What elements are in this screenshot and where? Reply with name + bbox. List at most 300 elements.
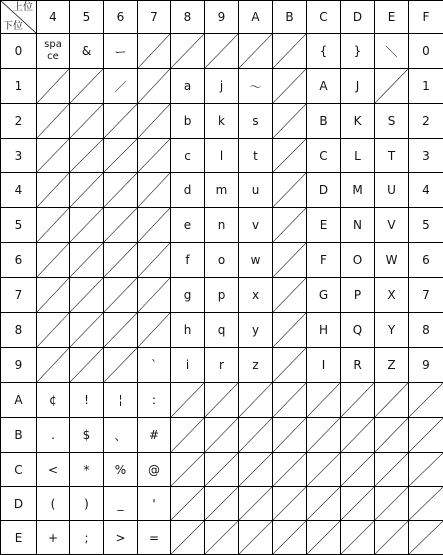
character-cell [104,418,138,453]
character-glyph: * [84,463,90,477]
diagonal-slash-line [239,383,272,417]
column-header: C [307,1,341,34]
character-cell [341,348,375,383]
character-glyph: y [252,323,259,337]
character-cell [205,313,239,348]
diagonal-slash-line [138,208,170,242]
unassigned-cell [273,69,307,104]
character-cell [37,487,70,521]
unassigned-cell [273,313,307,348]
column-header: F [409,1,443,34]
unassigned-cell [104,104,138,139]
unassigned-cell [239,453,273,487]
unassigned-cell [70,313,104,348]
character-glyph: 1 [422,79,430,93]
character-cell [307,173,341,208]
character-cell [171,104,205,139]
row-header: 7 [1,278,37,313]
unassigned-cell [37,173,70,208]
character-cell [104,34,138,69]
diagonal-slash-line [205,453,238,486]
character-glyph: } [354,44,362,58]
diagonal-slash-line [70,243,103,277]
unassigned-cell [307,383,341,418]
character-cell [70,418,104,453]
character-glyph: S [388,114,396,128]
diagonal-slash-line [273,243,306,277]
diagonal-slash-line [409,521,443,554]
unassigned-cell [70,139,104,173]
character-cell [205,104,239,139]
unassigned-cell [341,487,375,521]
row-header: 6 [1,243,37,278]
character-glyph: . [51,428,55,442]
table-row [1,487,443,521]
character-cell [104,487,138,521]
unassigned-cell [341,383,375,418]
diagonal-slash-line [273,278,306,312]
unassigned-cell [104,313,138,348]
row-header: 8 [1,313,37,348]
upper-digit-label: 上位 [13,2,33,13]
diagonal-slash-line [205,418,238,452]
table-row [1,243,443,278]
unassigned-cell [171,418,205,453]
unassigned-cell [171,521,205,555]
diagonal-slash-line [341,521,374,554]
row-header: A [1,383,37,418]
character-glyph: e [184,218,191,232]
diagonal-slash-line [104,313,137,347]
diagonal-slash-line [341,453,374,486]
character-cell [341,104,375,139]
character-cell [375,348,409,383]
character-glyph: : [152,393,156,407]
unassigned-cell [138,69,171,104]
unassigned-cell [171,487,205,521]
diagonal-slash-line [273,453,306,486]
character-glyph: D [319,183,328,197]
character-cell [307,139,341,173]
unassigned-cell [104,243,138,278]
unassigned-cell [239,418,273,453]
character-glyph: K [354,114,362,128]
character-cell [307,208,341,243]
character-glyph: h [184,323,192,337]
diagonal-slash-line [37,243,69,277]
diagonal-slash-line [70,139,103,172]
diagonal-slash-line [37,348,69,382]
table-row [1,278,443,313]
unassigned-cell [37,243,70,278]
diagonal-slash-line [375,69,408,103]
character-glyph: ＼ [385,45,397,59]
diagonal-slash-line [341,487,374,520]
character-glyph: k [218,114,225,128]
diagonal-slash-line [273,521,306,554]
table-row [1,383,443,418]
unassigned-cell [273,139,307,173]
character-glyph: U [387,183,396,197]
character-cell [409,173,443,208]
character-glyph: T [388,149,395,163]
unassigned-cell [273,348,307,383]
unassigned-cell [409,383,443,418]
character-cell [375,34,409,69]
diagonal-slash-line [138,69,170,103]
character-cell [375,139,409,173]
diagonal-slash-line [104,348,137,382]
diagonal-slash-line [171,418,204,452]
character-cell [409,104,443,139]
character-cell [171,278,205,313]
character-glyph: spa ce [37,39,69,63]
character-cell [375,313,409,348]
diagonal-slash-line [375,487,408,520]
unassigned-cell [37,69,70,104]
diagonal-slash-line [375,383,408,417]
character-glyph: q [218,323,226,337]
character-glyph: r [219,358,224,372]
unassigned-cell [171,453,205,487]
diagonal-slash-line [239,418,272,452]
character-cell [138,453,171,487]
character-cell [171,348,205,383]
character-cell [409,278,443,313]
diagonal-slash-line [273,348,306,382]
diagonal-slash-line [70,278,103,312]
character-glyph: _ [118,497,124,511]
table-row [1,173,443,208]
diagonal-slash-line [273,383,306,417]
character-cell [239,278,273,313]
diagonal-slash-line [37,173,69,207]
unassigned-cell [409,487,443,521]
diagonal-slash-line [205,521,238,554]
character-cell [37,34,70,69]
character-glyph: G [319,288,328,302]
character-glyph: ～ [249,80,261,94]
diagonal-slash-line [171,521,204,554]
diagonal-slash-line [239,521,272,554]
diagonal-slash-line [341,383,374,417]
character-glyph: P [354,288,361,302]
unassigned-cell [70,278,104,313]
character-cell [341,173,375,208]
table-row [1,418,443,453]
diagonal-slash-line [375,521,408,554]
character-cell [239,69,273,104]
diagonal-slash-line [171,383,204,417]
unassigned-cell [138,278,171,313]
character-glyph: H [319,323,328,337]
diagonal-slash-line [70,173,103,207]
character-glyph: x [252,288,259,302]
character-cell [375,278,409,313]
unassigned-cell [375,487,409,521]
character-glyph: ( [51,497,56,511]
diagonal-slash-line [70,104,103,138]
character-glyph: % [115,463,126,477]
character-cell [341,208,375,243]
diagonal-slash-line [307,487,340,520]
character-cell [409,313,443,348]
character-cell [375,173,409,208]
character-cell [70,453,104,487]
character-glyph: l [220,149,223,163]
character-cell [409,348,443,383]
diagonal-slash-line [375,418,408,452]
table-row [1,139,443,173]
unassigned-cell [70,104,104,139]
unassigned-cell [104,278,138,313]
character-glyph: + [48,531,58,545]
character-cell [375,104,409,139]
character-glyph: I [322,358,326,372]
diagonal-slash-line [171,487,204,520]
unassigned-cell [375,418,409,453]
character-glyph: ー [114,45,126,59]
character-cell [70,487,104,521]
character-cell [239,173,273,208]
unassigned-cell [205,383,239,418]
character-cell [341,243,375,278]
diagonal-slash-line [138,173,170,207]
character-cell [341,139,375,173]
unassigned-cell [273,208,307,243]
diagonal-slash-line [138,104,170,138]
character-cell [171,173,205,208]
diagonal-slash-line [239,453,272,486]
diagonal-slash-line [138,313,170,347]
table-row [1,521,443,555]
column-header: 6 [104,1,138,34]
row-header: B [1,418,37,453]
character-glyph: O [353,253,362,267]
character-cell [205,278,239,313]
column-header: 9 [205,1,239,34]
character-glyph: 7 [422,288,430,302]
character-cell [307,34,341,69]
character-cell [205,208,239,243]
character-glyph: t [253,149,258,163]
unassigned-cell [239,383,273,418]
table-row [1,104,443,139]
character-glyph: ¦ [118,393,122,407]
unassigned-cell [341,521,375,555]
character-cell [307,104,341,139]
unassigned-cell [37,104,70,139]
character-cell [341,69,375,104]
character-cell [205,139,239,173]
unassigned-cell [138,34,171,69]
character-cell [138,418,171,453]
unassigned-cell [273,173,307,208]
diagonal-slash-line [307,383,340,417]
character-cell [307,313,341,348]
unassigned-cell [37,139,70,173]
character-cell [104,521,138,555]
unassigned-cell [37,348,70,383]
character-cell [205,348,239,383]
unassigned-cell [409,418,443,453]
unassigned-cell [171,34,205,69]
unassigned-cell [70,173,104,208]
diagonal-slash-line [239,34,272,68]
diagonal-slash-line [37,313,69,347]
diagonal-slash-line [37,69,69,103]
character-glyph: ) [84,497,89,511]
unassigned-cell [375,453,409,487]
character-cell [70,521,104,555]
character-cell [104,69,138,104]
lower-digit-label: 下位 [3,21,23,32]
character-glyph: = [149,531,159,545]
character-glyph: 3 [422,149,430,163]
unassigned-cell [205,418,239,453]
table-row [1,34,443,69]
diagonal-slash-line [138,139,170,172]
diagonal-slash-line [273,34,306,68]
row-header: 3 [1,139,37,173]
diagonal-slash-line [37,139,69,172]
unassigned-cell [205,453,239,487]
corner-cell [1,1,37,34]
unassigned-cell [70,208,104,243]
row-header: 9 [1,348,37,383]
unassigned-cell [104,348,138,383]
column-header: E [375,1,409,34]
unassigned-cell [273,383,307,418]
unassigned-cell [138,173,171,208]
unassigned-cell [307,418,341,453]
unassigned-cell [341,453,375,487]
diagonal-slash-line [138,34,170,68]
unassigned-cell [375,521,409,555]
diagonal-slash-line [70,313,103,347]
character-glyph: M [352,183,362,197]
character-glyph: ; [84,531,88,545]
row-header: 5 [1,208,37,243]
unassigned-cell [138,313,171,348]
character-glyph: X [387,288,395,302]
diagonal-slash-line [375,453,408,486]
character-cell [205,173,239,208]
unassigned-cell [37,208,70,243]
character-glyph: R [353,358,361,372]
diagonal-slash-line [205,383,238,417]
unassigned-cell [307,453,341,487]
character-cell [138,521,171,555]
character-cell [239,243,273,278]
character-cell [409,69,443,104]
character-glyph: n [218,218,226,232]
diagonal-slash-line [104,139,137,172]
character-glyph: V [387,218,395,232]
character-cell [37,453,70,487]
character-glyph: @ [148,463,160,477]
character-glyph: L [354,149,361,163]
table-row [1,453,443,487]
diagonal-slash-line [273,418,306,452]
character-cell [307,69,341,104]
character-cell [307,348,341,383]
unassigned-cell [138,208,171,243]
character-cell [409,243,443,278]
diagonal-slash-line [409,453,443,486]
character-glyph: W [386,253,398,267]
character-glyph: { [320,44,328,58]
character-glyph: v [252,218,259,232]
column-header: 5 [70,1,104,34]
unassigned-cell [307,521,341,555]
character-glyph: j [220,79,223,93]
unassigned-cell [138,139,171,173]
character-cell [171,69,205,104]
table-row [1,313,443,348]
diagonal-slash-line [205,34,238,68]
character-cell [239,139,273,173]
character-glyph: p [218,288,226,302]
unassigned-cell [104,173,138,208]
unassigned-cell [341,418,375,453]
character-cell [37,418,70,453]
row-header: 4 [1,173,37,208]
diagonal-slash-line [70,348,103,382]
character-glyph: o [218,253,225,267]
character-cell [239,348,273,383]
character-glyph: A [319,79,327,93]
character-cell [307,278,341,313]
diagonal-slash-line [104,278,137,312]
character-cell [171,313,205,348]
unassigned-cell [171,383,205,418]
character-cell [171,139,205,173]
diagonal-slash-line [171,453,204,486]
character-cell [409,208,443,243]
diagonal-slash-line [104,173,137,207]
character-glyph: m [216,183,228,197]
character-cell [341,313,375,348]
character-glyph: 9 [422,358,430,372]
character-glyph: > [115,531,125,545]
unassigned-cell [205,521,239,555]
diagonal-slash-line [104,208,137,242]
unassigned-cell [409,521,443,555]
character-cell [239,208,273,243]
character-cell [307,243,341,278]
character-glyph: E [320,218,328,232]
character-glyph: ! [84,393,89,407]
table-row [1,208,443,243]
diagonal-slash-line [307,453,340,486]
character-cell [409,34,443,69]
diagonal-slash-line [239,487,272,520]
character-glyph: F [320,253,327,267]
character-cell [70,34,104,69]
unassigned-cell [375,69,409,104]
character-glyph: 0 [422,44,430,58]
diagonal-slash-line [70,208,103,242]
unassigned-cell [273,487,307,521]
unassigned-cell [273,453,307,487]
character-cell [171,208,205,243]
row-header: 2 [1,104,37,139]
character-glyph: z [252,358,258,372]
diagonal-slash-line [171,34,204,68]
column-header: 7 [138,1,171,34]
character-glyph: & [82,44,91,58]
